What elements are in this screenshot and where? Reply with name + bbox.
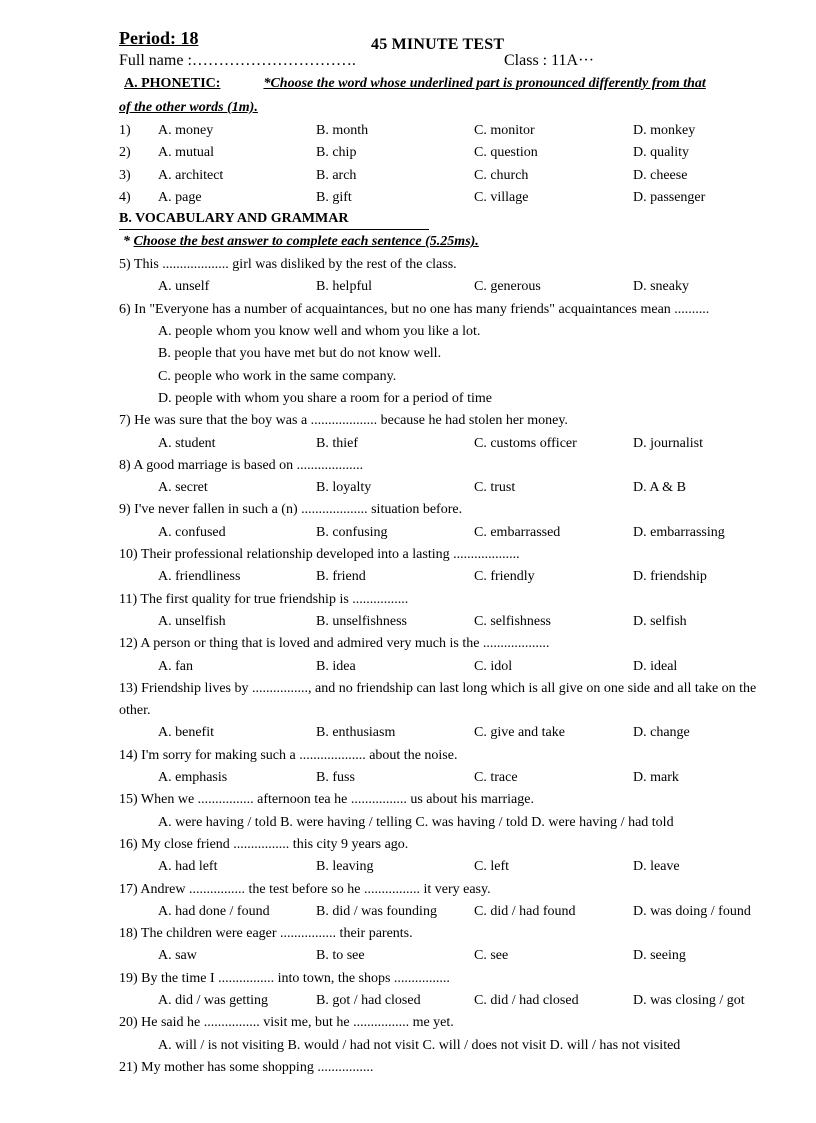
option-c: C. embarrassed xyxy=(474,524,561,540)
class-label: Class : 11A··· xyxy=(504,52,595,69)
option-c: C. idol xyxy=(474,658,513,674)
question-options xyxy=(119,656,783,678)
option-b: B. unselfishness xyxy=(316,613,407,629)
option-c: C. friendly xyxy=(474,569,535,585)
option-c: C. trace xyxy=(474,770,518,786)
section-a-heading: A. PHONETIC: xyxy=(124,76,221,91)
option-d: D. change xyxy=(633,725,690,741)
option-b: B. idea xyxy=(316,658,356,674)
question-text: 7) He was sure that the boy was a ................... because he had stolen her money. xyxy=(119,413,568,429)
option-d: D. passenger xyxy=(633,189,706,205)
question-options xyxy=(119,477,783,499)
section-b-header xyxy=(119,209,783,230)
option-c: C. question xyxy=(474,145,538,161)
question-text: 21) My mother has some shopping ................ xyxy=(119,1059,374,1075)
phonetic-question xyxy=(119,187,783,209)
question-text: 5) This ................... girl was disliked by the rest of the class. xyxy=(119,257,457,273)
option-a: A. confused xyxy=(158,524,226,540)
option-a: A. unselfish xyxy=(158,613,226,629)
question-number: 2) xyxy=(119,145,131,161)
question-number: 3) xyxy=(119,167,131,183)
option-b: B. enthusiasm xyxy=(316,725,396,741)
option-a: A. fan xyxy=(158,658,193,674)
section-a-instruction-1: *Choose the word whose underlined part is pronounced differently from that xyxy=(263,76,706,91)
option-d: D. sneaky xyxy=(633,279,689,295)
option-a: A. page xyxy=(158,189,202,205)
option-b: B. to see xyxy=(316,948,365,964)
option-d: D. embarrassing xyxy=(633,524,725,540)
option-c: C. customs officer xyxy=(474,435,577,451)
question-text: 11) The first quality for true friendship is ................ xyxy=(119,591,409,607)
period-label: Period: 18 xyxy=(119,28,199,48)
section-a-instruction-row-2 xyxy=(119,96,783,120)
question-number: 1) xyxy=(119,123,131,138)
question-text: 13) Friendship lives by ................, and no friendship can last long which is all give on one side and all take on the other. xyxy=(119,680,757,719)
option-a: A. benefit xyxy=(158,725,214,741)
option-c: C. did / had found xyxy=(474,903,576,919)
question-text: 10) Their professional relationship developed into a lasting ................... xyxy=(119,547,520,563)
question-text: 20) He said he ................ visit me, but he ................ me yet. xyxy=(119,1015,454,1031)
option-d: D. people with whom you share a room for a period of time xyxy=(158,390,492,406)
option-c: C. village xyxy=(474,189,529,205)
test-title: 45 MINUTE TEST xyxy=(371,36,505,53)
question-options xyxy=(119,566,783,588)
option-a: A. student xyxy=(158,435,216,451)
option-b: B. gift xyxy=(316,189,352,205)
option-d: D. journalist xyxy=(633,435,703,451)
option-c: C. church xyxy=(474,167,529,183)
question-text: 8) A good marriage is based on ................... xyxy=(119,457,364,473)
section-a-instruction-2: of the other words (1m). xyxy=(119,100,258,115)
question-text: 16) My close friend ................ this city 9 years ago. xyxy=(119,836,409,852)
option-d: D. mark xyxy=(633,770,679,786)
option-b: B. month xyxy=(316,123,369,138)
option-a: A. emphasis xyxy=(158,770,228,786)
option-d: D. monkey xyxy=(633,123,696,138)
instruction-star: * xyxy=(123,234,134,250)
option-b: B. chip xyxy=(316,145,357,161)
option-c: C. give and take xyxy=(474,725,565,741)
section-b-instruction: Choose the best answer to complete each sentence (5.25ms). xyxy=(133,234,479,250)
option-d: D. selfish xyxy=(633,613,687,629)
full-name-field: Full name :…………………………. xyxy=(119,52,356,69)
question-options: A. will / is not visiting B. would / had not visit C. will / does not visit D. will / has not visited xyxy=(158,1037,681,1053)
option-d: D. friendship xyxy=(633,569,707,585)
question-options xyxy=(119,901,783,923)
option-a: A. secret xyxy=(158,480,208,496)
option-c: C. monitor xyxy=(474,123,535,138)
question-text: 17) Andrew ................ the test before so he ................ it very easy. xyxy=(119,881,491,897)
test-page xyxy=(119,28,783,1079)
question-text: 6) In "Everyone has a number of acquaintances, but no one has many friends" acquaintances mean .......... xyxy=(119,301,710,317)
option-b: B. loyalty xyxy=(316,480,372,496)
option-c: C. did / had closed xyxy=(474,992,579,1008)
option-a: A. people whom you know well and whom you like a lot. xyxy=(158,324,481,340)
option-b: B. thief xyxy=(316,435,358,451)
option-d: D. A & B xyxy=(633,480,686,496)
question-text: 18) The children were eager ................ their parents. xyxy=(119,926,413,942)
option-a: A. saw xyxy=(158,948,197,964)
question-options xyxy=(119,433,783,455)
option-a: A. had left xyxy=(158,859,218,875)
question-options xyxy=(119,856,783,878)
option-b: B. confusing xyxy=(316,524,388,540)
option-c: C. generous xyxy=(474,279,541,295)
option-a: A. mutual xyxy=(158,145,214,161)
option-b: B. arch xyxy=(316,167,357,183)
section-b-heading: B. VOCABULARY AND GRAMMAR xyxy=(119,209,429,230)
question-options xyxy=(119,722,783,744)
option-b: B. did / was founding xyxy=(316,903,437,919)
name-class-row xyxy=(119,52,783,72)
question-options xyxy=(119,276,783,298)
question-text: 19) By the time I ................ into town, the shops ................ xyxy=(119,970,450,986)
option-b: B. people that you have met but do not know well. xyxy=(158,346,442,362)
phonetic-question xyxy=(119,120,783,142)
phonetic-question xyxy=(119,165,783,187)
question-options xyxy=(119,611,783,633)
option-d: D. was closing / got xyxy=(633,992,745,1008)
question-text: 15) When we ................ afternoon tea he ................ us about his marriage. xyxy=(119,792,534,808)
option-b: B. fuss xyxy=(316,770,355,786)
option-a: A. money xyxy=(158,123,214,138)
option-c: C. people who work in the same company. xyxy=(158,368,397,384)
question-text: 9) I've never fallen in such a (n) ................... situation before. xyxy=(119,502,463,518)
option-a: A. unself xyxy=(158,279,210,295)
option-c: C. see xyxy=(474,948,509,964)
option-b: B. got / had closed xyxy=(316,992,421,1008)
question-options xyxy=(119,522,783,544)
section-b-instruction-row xyxy=(119,230,783,254)
option-d: D. leave xyxy=(633,859,680,875)
question-options: A. were having / told B. were having / telling C. was having / told D. were having / had told xyxy=(158,814,674,830)
option-d: D. was doing / found xyxy=(633,903,751,919)
option-d: D. seeing xyxy=(633,948,686,964)
option-b: B. helpful xyxy=(316,279,372,295)
option-a: A. did / was getting xyxy=(158,992,269,1008)
option-c: C. selfishness xyxy=(474,613,551,629)
option-b: B. friend xyxy=(316,569,366,585)
option-c: C. trust xyxy=(474,480,516,496)
question-options xyxy=(119,945,783,967)
option-c: C. left xyxy=(474,859,509,875)
option-d: D. ideal xyxy=(633,658,678,674)
question-options xyxy=(119,767,783,789)
question-text: 14) I'm sorry for making such a ................... about the noise. xyxy=(119,747,458,763)
option-a: A. friendliness xyxy=(158,569,241,585)
option-d: D. quality xyxy=(633,145,689,161)
header-row xyxy=(119,28,783,52)
phonetic-question xyxy=(119,142,783,164)
section-a-header xyxy=(119,72,783,96)
option-a: A. had done / found xyxy=(158,903,270,919)
question-text: 12) A person or thing that is loved and admired very much is the ................... xyxy=(119,636,550,652)
question-number: 4) xyxy=(119,189,131,205)
option-a: A. architect xyxy=(158,167,224,183)
question-options xyxy=(119,990,783,1012)
option-b: B. leaving xyxy=(316,859,374,875)
option-d: D. cheese xyxy=(633,167,688,183)
